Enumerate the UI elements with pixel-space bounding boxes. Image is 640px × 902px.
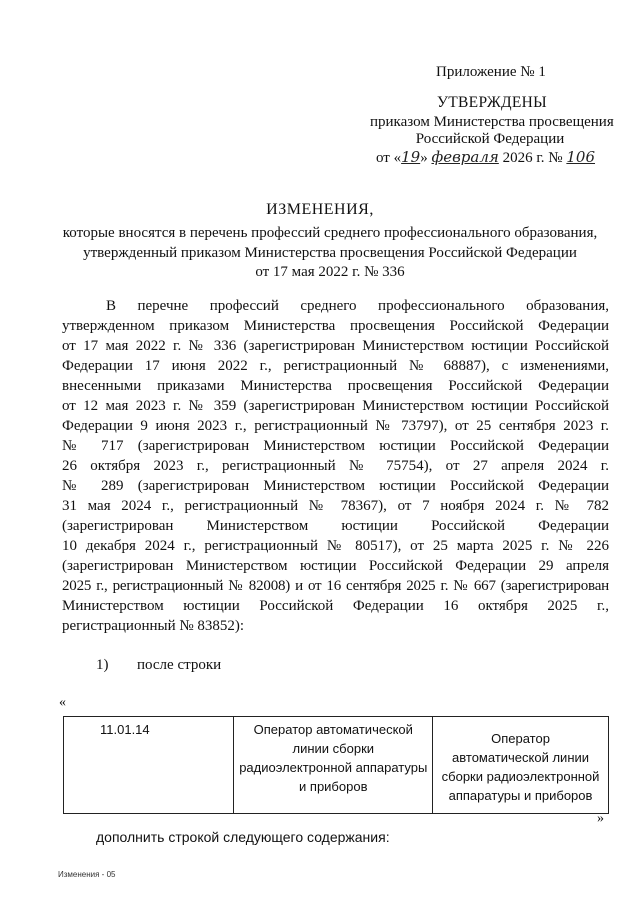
body-line: внесенными приказами Министерства просвещения Российской Федерации — [62, 378, 609, 394]
supplement-instruction: дополнить строкой следующего содержания: — [96, 829, 390, 845]
profession-name-line: и приборов — [299, 779, 368, 794]
body-line: Федерации 17 июня 2022 г., регистрационный № 68887), с изменениями, — [62, 358, 609, 374]
list-item-number: 1) — [96, 657, 109, 673]
profession-name-line: линии сборки — [292, 741, 375, 756]
order-day-handwritten: 19 — [401, 148, 421, 166]
body-line: от 12 мая 2023 г. № 359 (зарегистрирован Министерством юстиции Российской — [62, 398, 609, 414]
body-line: от 17 мая 2022 г. № 336 (зарегистрирован Министерством юстиции Российской — [62, 338, 609, 354]
approved-label: УТВЕРЖДЕНЫ — [437, 94, 547, 111]
order-mid: » — [420, 150, 432, 166]
table-cell-name — [234, 717, 433, 814]
body-line: 10 декабря 2024 г., регистрационный № 80517), от 25 марта 2025 г. № 226 — [62, 538, 609, 554]
order-month-handwritten: февраля — [431, 148, 499, 166]
quote-close-mark: » — [597, 811, 604, 826]
body-line: 31 мая 2024 г., регистрационный № 78367), от 7 ноября 2024 г. № 782 — [62, 498, 609, 514]
appendix-label: Приложение № 1 — [436, 64, 546, 80]
order-prefix: от « — [376, 150, 402, 166]
order-issuer-line1: приказом Министерства просвещения — [370, 114, 614, 130]
document-subtitle-line2: утвержденный приказом Министерства просвещения Российской Федерации — [83, 245, 577, 261]
profession-name-line: Оператор автоматической — [253, 722, 413, 737]
order-year: 2026 г. № — [498, 150, 567, 166]
profession-code: 11.01.14 — [100, 722, 150, 737]
body-paragraph — [62, 296, 609, 636]
body-line: утвержденном приказом Министерства просвещения Российской Федерации — [62, 318, 609, 334]
qualification-line: сборки радиоэлектронной — [441, 769, 600, 784]
body-line: (зарегистрирован Министерством юстиции Российской Федерации — [62, 518, 609, 534]
profession-name-line: радиоэлектронной аппаратуры — [239, 760, 428, 775]
order-issuer-line2: Российской Федерации — [415, 131, 565, 147]
table-cell-qualification — [433, 717, 609, 814]
body-line: В перечне профессий среднего профессионального образования, — [106, 298, 609, 314]
document-subtitle-line1: которые вносятся в перечень профессий среднего профессионального образования, — [62, 225, 598, 241]
body-line: № 717 (зарегистрирован Министерством юстиции Российской Федерации — [62, 438, 609, 454]
body-line: 2025 г., регистрационный № 82008) и от 16 сентября 2025 г. № 667 (зарегистрирован — [62, 578, 609, 594]
document-code: Изменения - 05 — [58, 870, 116, 879]
qualification-line: автоматической линии — [452, 750, 590, 765]
document-title: ИЗМЕНЕНИЯ, — [266, 201, 374, 218]
body-line: регистрационный № 83852): — [62, 618, 245, 634]
list-item-text: после строки — [137, 657, 222, 673]
table-cell-code — [64, 717, 234, 814]
body-line: (зарегистрирован Министерством юстиции Российской Федерации 29 апреля — [62, 558, 609, 574]
profession-table — [63, 716, 609, 814]
body-line: 26 октября 2023 г., регистрационный № 75754), от 27 апреля 2024 г. — [62, 458, 609, 474]
qualification-line: Оператор — [491, 731, 550, 746]
document-subtitle-line3: от 17 мая 2022 г. № 336 — [255, 264, 405, 280]
table-row — [64, 717, 609, 814]
body-line: № 289 (зарегистрирован Министерством юстиции Российской Федерации — [62, 478, 609, 494]
body-line: Федерации 9 июня 2023 г., регистрационный № 73797), от 25 сентября 2023 г. — [62, 418, 609, 434]
body-line: Министерством юстиции Российской Федерации 16 октября 2025 г., — [62, 598, 609, 614]
quote-open-mark: « — [59, 695, 66, 710]
order-date-line — [376, 148, 595, 167]
order-number-handwritten: 106 — [566, 148, 596, 166]
qualification-line: аппаратуры и приборов — [448, 788, 593, 803]
